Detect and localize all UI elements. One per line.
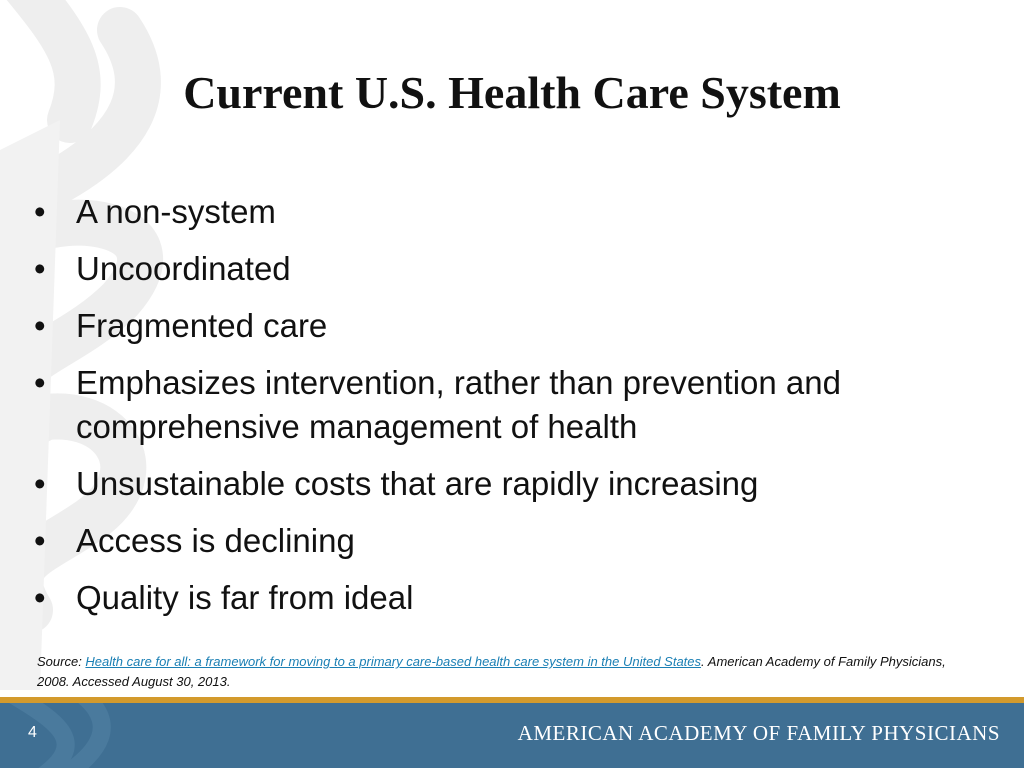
bullet-text: Access is declining	[76, 522, 355, 559]
list-item	[28, 576, 988, 620]
source-suffix: . American Academy of Family Physicians, 2008. Accessed August 30, 2013.	[37, 654, 946, 689]
bullet-text: Unsustainable costs that are rapidly increasing	[76, 465, 759, 502]
bullet-list	[28, 190, 988, 633]
list-item	[28, 190, 988, 234]
bullet-text: Emphasizes intervention, rather than prevention and comprehensive management of health	[76, 364, 841, 445]
list-item	[28, 361, 988, 449]
bullet-glyph: •	[34, 465, 46, 502]
source-link[interactable]: Health care for all: a framework for moving to a primary care-based health care system in the United States	[85, 654, 702, 669]
slide-title: Current U.S. Health Care System	[183, 67, 841, 118]
bullet-text: Quality is far from ideal	[76, 579, 414, 616]
bullet-glyph: •	[34, 522, 46, 559]
bullet-glyph: •	[34, 250, 46, 287]
bullet-text: Uncoordinated	[76, 250, 291, 287]
list-item	[28, 462, 988, 506]
bullet-text: A non-system	[76, 193, 276, 230]
source-prefix: Source:	[37, 654, 86, 669]
bullet-text: Fragmented care	[76, 307, 328, 344]
list-item	[28, 519, 988, 563]
bullet-glyph: •	[34, 193, 46, 230]
organization-name: AMERICAN ACADEMY OF FAMILY PHYSICIANS	[517, 721, 1000, 745]
bullet-glyph: •	[34, 579, 46, 616]
list-item	[28, 304, 988, 348]
source-citation	[37, 652, 977, 692]
bullet-glyph: •	[34, 364, 46, 401]
footer-bar	[0, 703, 1024, 768]
bullet-glyph: •	[34, 307, 46, 344]
list-item	[28, 247, 988, 291]
page-number: 4	[28, 724, 37, 741]
